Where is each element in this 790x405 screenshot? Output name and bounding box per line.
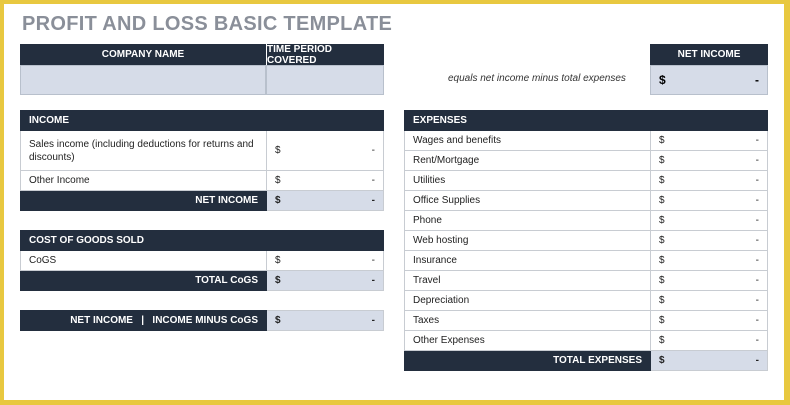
expense-label: Office Supplies — [405, 191, 651, 211]
cell-value: - — [755, 135, 759, 146]
expense-label: Taxes — [405, 311, 651, 331]
cogs-label: CoGS — [21, 251, 267, 271]
expense-value-cell[interactable] — [651, 251, 768, 271]
expense-value-cell[interactable] — [651, 271, 768, 291]
currency-symbol: $ — [275, 275, 281, 286]
expense-value-cell[interactable] — [651, 311, 768, 331]
cell-value: - — [371, 195, 375, 206]
table-row — [21, 311, 384, 331]
expense-value-cell[interactable] — [651, 231, 768, 251]
page-title: PROFIT AND LOSS BASIC TEMPLATE — [22, 13, 393, 35]
net-income-note: equals net income minus total expenses — [448, 73, 626, 84]
currency-symbol: $ — [659, 335, 665, 346]
total-cogs-label: TOTAL CoGS — [21, 271, 267, 291]
currency-symbol: $ — [659, 235, 665, 246]
expense-value-cell[interactable] — [651, 191, 768, 211]
currency-symbol: $ — [659, 175, 665, 186]
net-minus-cogs-table — [20, 310, 384, 331]
expense-value-cell[interactable] — [651, 171, 768, 191]
spreadsheet-sheet — [4, 4, 784, 400]
table-row — [21, 251, 384, 271]
table-row — [405, 251, 768, 271]
table-row — [405, 171, 768, 191]
cell-value: - — [755, 155, 759, 166]
income-label: Other Income — [21, 171, 267, 191]
cell-value: - — [371, 175, 375, 186]
table-row — [405, 351, 768, 371]
currency-symbol: $ — [659, 255, 665, 266]
net-income-value-cell[interactable] — [650, 65, 768, 95]
currency-symbol: $ — [659, 195, 665, 206]
currency-symbol: $ — [659, 275, 665, 286]
currency-symbol: $ — [275, 145, 281, 156]
cell-value: - — [755, 315, 759, 326]
net-income-value: - — [755, 73, 759, 87]
cell-value: - — [371, 275, 375, 286]
expense-label: Rent/Mortgage — [405, 151, 651, 171]
expense-label: Other Expenses — [405, 331, 651, 351]
time-period-input[interactable] — [266, 65, 384, 95]
income-table — [20, 110, 384, 211]
currency-symbol: $ — [275, 315, 281, 326]
currency-symbol: $ — [659, 135, 665, 146]
currency-symbol: $ — [659, 315, 665, 326]
expense-label: Utilities — [405, 171, 651, 191]
net-minus-cogs-cell[interactable] — [267, 311, 384, 331]
company-name-header: COMPANY NAME — [20, 44, 266, 65]
table-row — [21, 271, 384, 291]
currency-symbol: $ — [659, 355, 665, 366]
cell-value: - — [371, 145, 375, 156]
cell-value: - — [755, 215, 759, 226]
currency-symbol: $ — [275, 175, 281, 186]
cogs-value-cell[interactable] — [267, 251, 384, 271]
currency-symbol: $ — [659, 155, 665, 166]
table-row — [405, 211, 768, 231]
currency-symbol: $ — [275, 195, 281, 206]
table-row — [405, 311, 768, 331]
currency-symbol: $ — [659, 73, 666, 87]
table-row — [405, 151, 768, 171]
expense-value-cell[interactable] — [651, 211, 768, 231]
expense-value-cell[interactable] — [651, 331, 768, 351]
net-income-header: NET INCOME — [650, 44, 768, 65]
cell-value: - — [755, 335, 759, 346]
expenses-header: EXPENSES — [405, 111, 768, 131]
table-row — [21, 171, 384, 191]
cell-value: - — [371, 315, 375, 326]
cogs-header: COST OF GOODS SOLD — [21, 231, 384, 251]
expense-value-cell[interactable] — [651, 291, 768, 311]
expense-label: Web hosting — [405, 231, 651, 251]
expense-value-cell[interactable] — [651, 151, 768, 171]
expenses-table — [404, 110, 768, 371]
expense-label: Wages and benefits — [405, 131, 651, 151]
cell-value: - — [755, 295, 759, 306]
cell-value: - — [755, 355, 759, 366]
expense-value-cell[interactable] — [651, 131, 768, 151]
income-value-cell[interactable] — [267, 171, 384, 191]
cell-value: - — [755, 275, 759, 286]
table-row — [405, 191, 768, 211]
table-row — [405, 271, 768, 291]
cell-value: - — [755, 235, 759, 246]
table-row — [21, 131, 384, 171]
table-row — [21, 191, 384, 211]
net-income-total-label: NET INCOME — [21, 191, 267, 211]
total-expenses-label: TOTAL EXPENSES — [405, 351, 651, 371]
currency-symbol: $ — [659, 215, 665, 226]
company-name-input[interactable] — [20, 65, 266, 95]
currency-symbol: $ — [275, 255, 281, 266]
net-income-total-cell[interactable] — [267, 191, 384, 211]
cogs-table — [20, 230, 384, 291]
cell-value: - — [755, 175, 759, 186]
net-minus-cogs-label: NET INCOME | INCOME MINUS CoGS — [21, 311, 267, 331]
currency-symbol: $ — [659, 295, 665, 306]
cell-value: - — [755, 195, 759, 206]
table-row — [405, 131, 768, 151]
expense-label: Travel — [405, 271, 651, 291]
income-label: Sales income (including deductions for returns and discounts) — [21, 131, 267, 171]
cell-value: - — [371, 255, 375, 266]
expense-label: Insurance — [405, 251, 651, 271]
expense-label: Depreciation — [405, 291, 651, 311]
total-expenses-cell[interactable] — [651, 351, 768, 371]
cell-value: - — [755, 255, 759, 266]
table-row — [405, 331, 768, 351]
expense-label: Phone — [405, 211, 651, 231]
total-cogs-cell[interactable] — [267, 271, 384, 291]
time-period-header: TIME PERIOD COVERED — [266, 44, 384, 65]
table-row — [405, 291, 768, 311]
income-value-cell[interactable] — [267, 131, 384, 171]
income-header: INCOME — [21, 111, 384, 131]
table-row — [405, 231, 768, 251]
